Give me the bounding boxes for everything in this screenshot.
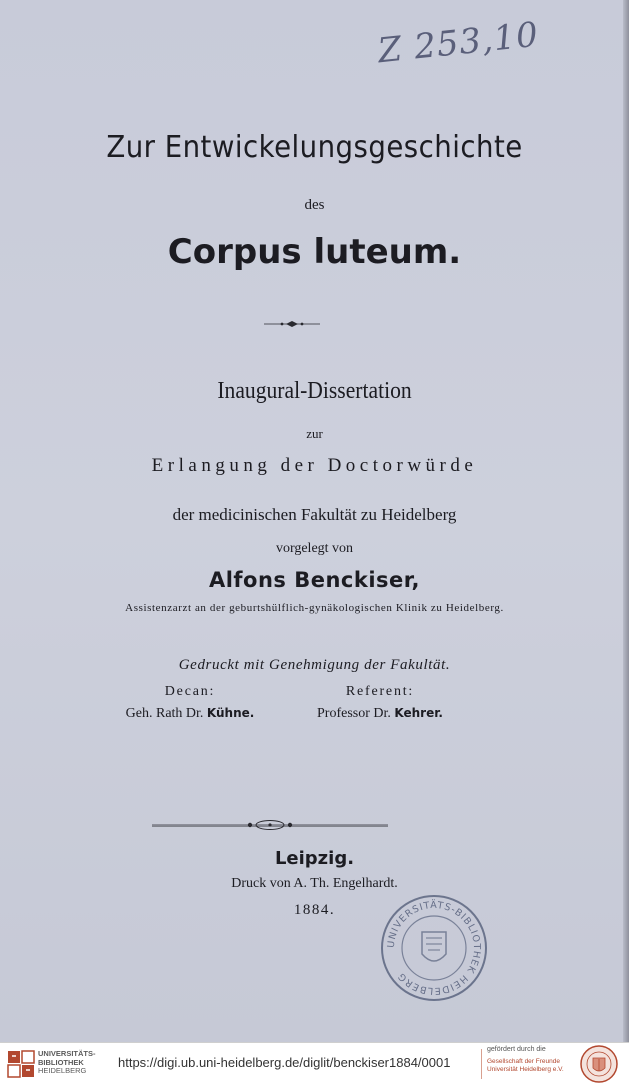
decan-line	[72, 706, 308, 722]
dissertation-purpose: Erlangung der Doctorwürde	[151, 455, 478, 476]
decan-block	[72, 684, 308, 722]
referent-name: Kehrer.	[394, 706, 443, 720]
sponsor-name: Gesellschaft der Freunde Universität Heidelberg e.V.	[487, 1058, 564, 1073]
imprint-year: 1884.	[293, 902, 336, 918]
referent-prefix: Professor Dr.	[317, 706, 391, 721]
library-name: UNIVERSITÄTS- BIBLIOTHEK HEIDELBERG	[38, 1049, 96, 1075]
presented-by: vorgelegt von	[275, 541, 354, 556]
approval-statement: Gedruckt mit Genehmigung der Fakultät.	[178, 657, 451, 673]
author-name: Alfons Benckiser,	[208, 568, 421, 592]
sponsor-label: gefördert durch die	[487, 1046, 546, 1053]
decan-label: Decan:	[164, 684, 216, 699]
university-library-logo-icon	[6, 1048, 36, 1078]
title-subject: Corpus luteum.	[167, 232, 462, 272]
handwritten-shelfmark: Z 253,10	[375, 14, 541, 72]
decan-prefix: Geh. Rath Dr.	[125, 706, 204, 721]
dissertation-type: Inaugural-Dissertation	[217, 378, 412, 404]
svg-text:UNIVERSITÄTS-BIBLIOTHEK HEIDEL	[386, 900, 482, 996]
title-connector: des	[304, 197, 325, 213]
referent-block	[298, 684, 462, 722]
dissertation-zur: zur	[306, 426, 323, 441]
permalink-url[interactable]: https://digi.ub.uni-heidelberg.de/diglit/benckiser1884/0001	[118, 1055, 451, 1070]
footer-divider	[481, 1049, 482, 1079]
stamp-text: UNIVERSITÄTS-BIBLIOTHEK HEIDELBERG	[385, 899, 483, 997]
referent-label: Referent:	[345, 684, 415, 699]
ornament-divider-icon	[262, 318, 322, 330]
referent-line	[298, 706, 462, 722]
ornament-rule-icon	[150, 818, 390, 832]
sponsor-seal-icon	[579, 1044, 619, 1084]
viewer-footer	[0, 1042, 629, 1084]
title-main: Zur Entwickelungsgeschichte	[106, 130, 523, 165]
decan-name: Kühne.	[206, 706, 255, 720]
author-position: Assistenzarzt an der geburtshülflich-gynäkologischen Klinik zu Heidelberg.	[125, 602, 504, 614]
imprint-city: Leipzig.	[274, 848, 355, 869]
imprint-printer: Druck von A. Th. Engelhardt.	[231, 876, 398, 891]
library-stamp-icon	[378, 892, 490, 1004]
dissertation-faculty: der medicinischen Fakultät zu Heidelberg	[172, 505, 457, 524]
